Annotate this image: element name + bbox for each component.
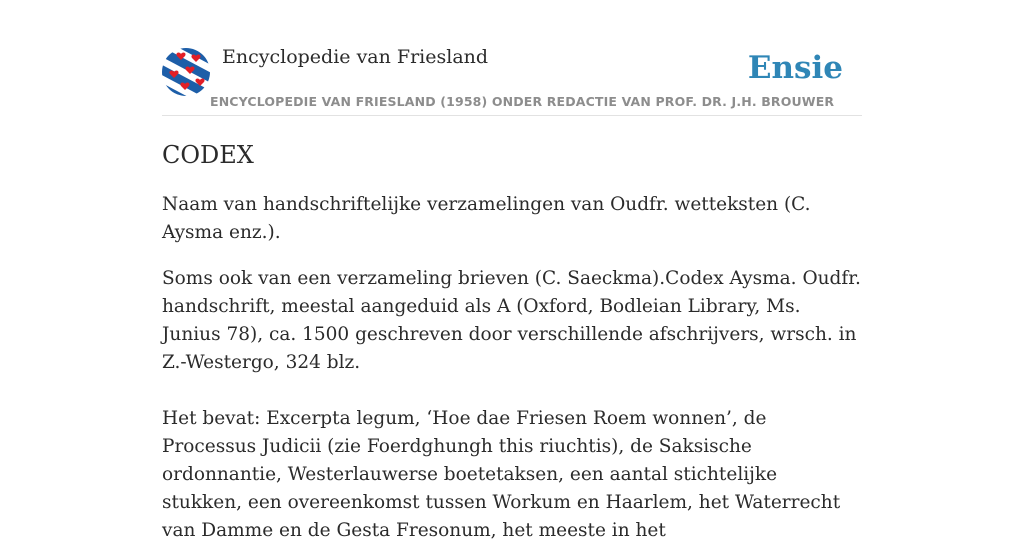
article-title: CODEX [162,141,254,169]
site-title[interactable]: Encyclopedie van Friesland [222,46,489,68]
brand-logo[interactable]: Ensie [747,50,843,86]
site-subtitle: ENCYCLOPEDIE VAN FRIESLAND (1958) ONDER REDACTIE VAN PROF. DR. J.H. BROUWER [210,94,835,109]
site-header [162,46,862,116]
article-paragraph: Het bevat: Excerpta legum, ‘Hoe dae Friesen Roem wonnen’, de Processus Judicii (zie Foerdghungh this riuchtis), de Saksische ordonnantie, Westerlauwerse boetetaksen, een aantal stichtelijke stukken, een overeenkomst tussen Workum en Haarlem, het Waterrecht van Damme en de Gesta Fresonum, het meeste in het [162,408,841,541]
article [162,139,862,545]
article-paragraph: Soms ook van een verzameling brieven (C. Saeckma).Codex Aysma. Oudfr. handschrift, meestal aangeduid als A (Oxford, Bodleian Library, Ms. Junius 78), ca. 1500 geschreven door verschillende afschrijvers, wrsch. in Z.-Westergo, 324 blz. [162,268,861,373]
header-divider [162,115,862,116]
article-paragraph: Naam van handschriftelijke verzamelingen van Oudfr. wetteksten (C. Aysma enz.). [162,194,811,243]
frisian-flag-icon[interactable] [162,48,210,96]
